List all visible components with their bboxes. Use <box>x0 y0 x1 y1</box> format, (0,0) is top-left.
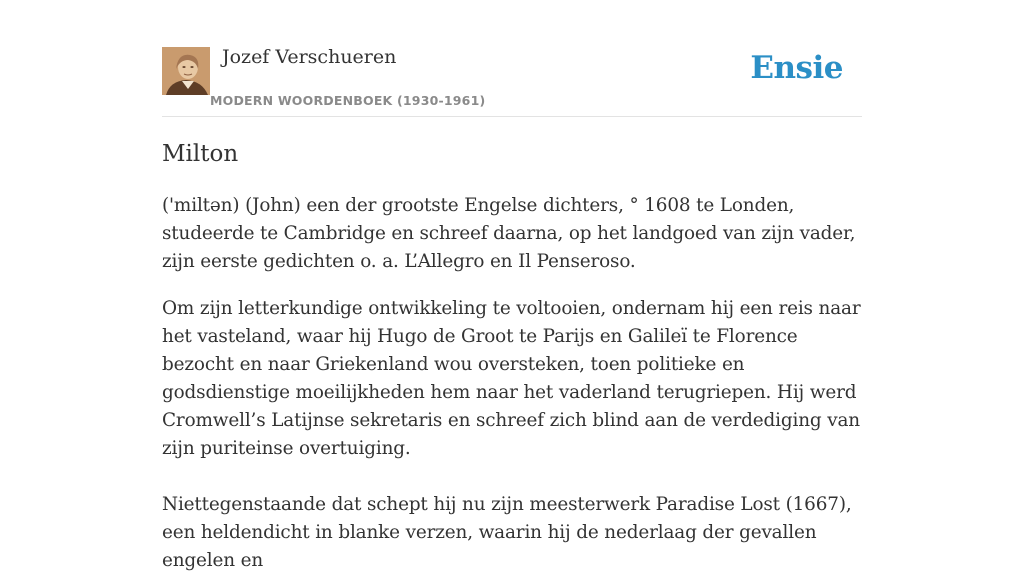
article-paragraph: Om zijn letterkundige ontwikkeling te voltooien, ondernam hij een reis naar het vasteland, waar hij Hugo de Groot te Parijs en Galileï te Florence bezocht en naar Griekenland wou oversteken, toen politieke en godsdienstige moeilijkheden hem naar het vaderland terugriepen. Hij werd Cromwell’s Latijnse sekretaris en schreef zich blind aan de verdediging van zijn puriteinse overtuiging. <box>162 298 861 459</box>
source-label[interactable]: MODERN WOORDENBOEK (1930-1961) <box>210 93 486 108</box>
article-paragraph: ('miltən) (John) een der grootste Engelse dichters, ° 1608 te Londen, studeerde te Cambridge en schreef daarna, op het landgoed van zijn vader, zijn eerste gedichten o. a. L’Allegro en Il Penseroso. <box>162 195 856 272</box>
portrait-image <box>162 47 210 95</box>
article-paragraph: Niettegenstaande dat schept hij nu zijn meesterwerk Paradise Lost (1667), een heldendicht in blanke verzen, waarin hij de nederlaag der gevallen engelen en <box>162 494 852 571</box>
author-name-link[interactable]: Jozef Verschueren <box>222 46 397 68</box>
article-content <box>162 138 862 575</box>
page-header <box>162 0 862 117</box>
ensie-logo[interactable]: Ensie <box>750 50 843 86</box>
article-title: Milton <box>162 141 239 167</box>
author-avatar[interactable] <box>162 47 210 95</box>
